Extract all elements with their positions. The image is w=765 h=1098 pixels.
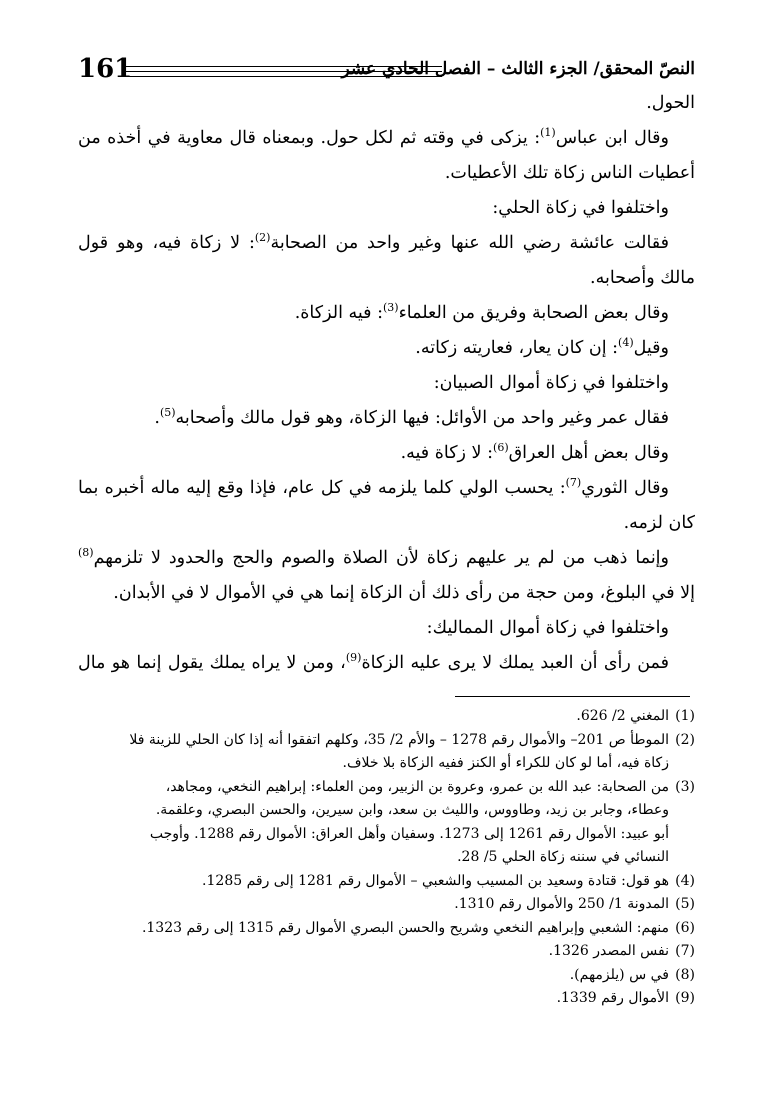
text-line — [78, 366, 695, 401]
footnote-number: (3) — [675, 778, 695, 795]
text-line — [78, 611, 695, 646]
footnote-body — [78, 987, 669, 1011]
text-line-content: : لا زكاة فيه، وهو قول — [78, 233, 255, 253]
footnote-ref: (6) — [493, 441, 509, 455]
text-line-content: وقال بعض الصحابة وفريق من العلماء — [398, 303, 669, 323]
footnote-line: من الصحابة: عبد الله بن عمرو، وعروة بن الزبير، ومن العلماء: إبراهيم النخعي، ومجاهد، — [165, 778, 669, 795]
text-line-content: أعطيات الناس زكاة تلك الأعطيات. — [444, 163, 695, 183]
text-line — [78, 296, 695, 331]
footnote-ref: (7) — [565, 476, 582, 490]
text-line — [78, 226, 695, 261]
text-line-content: : لا زكاة فيه. — [400, 443, 494, 463]
footnote-ref: (9) — [345, 651, 362, 665]
text-line-content: ، ومن لا يراه يملك يقول إنما هو مال — [78, 653, 346, 673]
text-line — [78, 401, 695, 436]
footnote-ref: (2) — [254, 231, 271, 245]
footnote-line: الموطأ ص 201– والأموال رقم 1278 – والأم 2/ 35، وكلهم اتفقوا أنه إذا كان الحلي للزينة فلا — [129, 731, 669, 748]
footnote-ref: (8) — [78, 546, 94, 560]
footnote — [78, 917, 695, 941]
text-line-content: وقال الثوري — [581, 478, 669, 498]
footnote-ref: (4) — [618, 336, 634, 350]
text-line-content: وقال بعض أهل العراق — [508, 443, 669, 463]
text-line-content: وإنما ذهب من لم ير عليهم زكاة لأن الصلاة والصوم والحج والحدود لا تلزمهم — [93, 548, 669, 568]
footnote-number: (9) — [675, 990, 695, 1006]
footnote-number: (4) — [675, 872, 695, 889]
text-line-content: : إن كان يعار، فعاريته زكاته. — [415, 338, 619, 358]
footnote-body — [78, 705, 669, 729]
text-line — [78, 331, 695, 366]
footnote-body — [78, 893, 669, 917]
text-line-content: الحول. — [646, 93, 695, 113]
footnote-line: في س (يلزمهم). — [569, 966, 669, 983]
text-line — [78, 436, 695, 471]
text-line — [78, 156, 695, 191]
text-line-content: : يحسب الولي كلما يلزمه في كل عام، فإذا وقع إليه ماله أخبره بما — [78, 478, 566, 498]
footnote-body — [78, 870, 669, 894]
main-text — [78, 86, 695, 681]
footnote — [78, 705, 695, 729]
text-line-content: فقال عمر وغير واحد من الأوائل: فيها الزكاة، وهو قول مالك وأصحابه — [175, 408, 669, 428]
footnote — [78, 940, 695, 964]
text-line-content: فقالت عائشة رضي الله عنها وغير واحد من الصحابة — [270, 233, 669, 253]
running-title: النصّ المحقق/ الجزء الثالث – الفصل الحادي عشر — [341, 59, 695, 79]
footnote-number: (6) — [675, 919, 695, 936]
text-line-content: واختلفوا في زكاة الحلي: — [492, 198, 669, 218]
footnote-ref: (5) — [159, 406, 176, 420]
text-line-content: وقيل — [633, 338, 669, 358]
text-line-content: مالك وأصحابه. — [590, 268, 695, 288]
footnote-line: هو قول: قتادة وسعيد بن المسيب والشعبي – الأموال رقم 1281 إلى رقم 1285. — [202, 872, 669, 889]
footnote-separator — [455, 696, 690, 697]
footnote-number: (5) — [675, 896, 695, 912]
text-line — [78, 86, 695, 121]
footnote — [78, 893, 695, 917]
text-line-content: . — [154, 408, 160, 428]
footnote-line: النسائي في سننه زكاة الحلي 5/ 28. — [457, 849, 669, 865]
footnote-number: (1) — [675, 708, 695, 724]
text-line-content: : فيه الزكاة. — [294, 303, 383, 323]
footnote — [78, 776, 695, 870]
text-line-content: فمن رأى أن العبد يملك لا يرى عليه الزكاة — [361, 653, 670, 673]
footnote-line: وعطاء، وجابر بن زيد، وطاووس، والليث بن سعد، وابن سيرين، والحسن البصري، وعلقمة. — [155, 802, 669, 818]
text-line-content: إلا في البلوغ، ومن حجة من رأى ذلك أن الزكاة إنما هي في الأموال لا في الأبدان. — [113, 583, 695, 603]
footnote-line: نفس المصدر 1326. — [548, 943, 669, 959]
footnote-body — [78, 940, 669, 964]
footnote-body — [78, 964, 669, 988]
footnote-number: (7) — [675, 943, 695, 959]
footnote-number: (8) — [675, 966, 695, 983]
footnote-ref: (1) — [540, 126, 556, 140]
text-line — [78, 191, 695, 226]
page-number: 161 — [78, 54, 133, 84]
footnotes — [78, 705, 695, 1011]
footnote-number: (2) — [675, 731, 695, 748]
text-line-content: واختلفوا في زكاة أموال المماليك: — [426, 618, 669, 638]
text-line-content: وقال ابن عباس — [555, 128, 669, 148]
running-header — [78, 52, 695, 88]
text-line-content: كان لزمه. — [623, 513, 695, 533]
text-line-content: : يزكى في وقته ثم لكل حول. وبمعناه قال معاوية في أخذه من — [78, 128, 541, 148]
footnote — [78, 987, 695, 1011]
text-line — [78, 471, 695, 506]
footnote-body — [78, 917, 669, 941]
footnote-body — [78, 729, 669, 776]
footnote-body — [78, 776, 669, 870]
footnote — [78, 870, 695, 894]
text-line-content: واختلفوا في زكاة أموال الصبيان: — [433, 373, 669, 393]
text-line — [78, 576, 695, 611]
footnote — [78, 964, 695, 988]
footnote-line: الأموال رقم 1339. — [556, 990, 669, 1006]
text-line — [78, 646, 695, 681]
footnote-line: زكاة فيه، أما لو كان للكراء أو الكنز ففيه الزكاة بلا خلاف. — [342, 755, 669, 771]
footnote-line: المغني 2/ 626. — [576, 708, 669, 724]
text-line — [78, 261, 695, 296]
text-line — [78, 541, 695, 576]
footnote-line: منهم: الشعبي وإبراهيم النخعي وشريح والحسن البصري الأموال رقم 1315 إلى رقم 1323. — [141, 919, 669, 936]
text-line — [78, 121, 695, 156]
footnote — [78, 729, 695, 776]
footnote-ref: (3) — [382, 301, 399, 315]
text-line — [78, 506, 695, 541]
footnote-line: أبو عبيد: الأموال رقم 1261 إلى 1273. وسفيان وأهل العراق: الأموال رقم 1288. وأوجب — [149, 825, 669, 842]
footnote-line: المدونة 1/ 250 والأموال رقم 1310. — [454, 896, 669, 912]
